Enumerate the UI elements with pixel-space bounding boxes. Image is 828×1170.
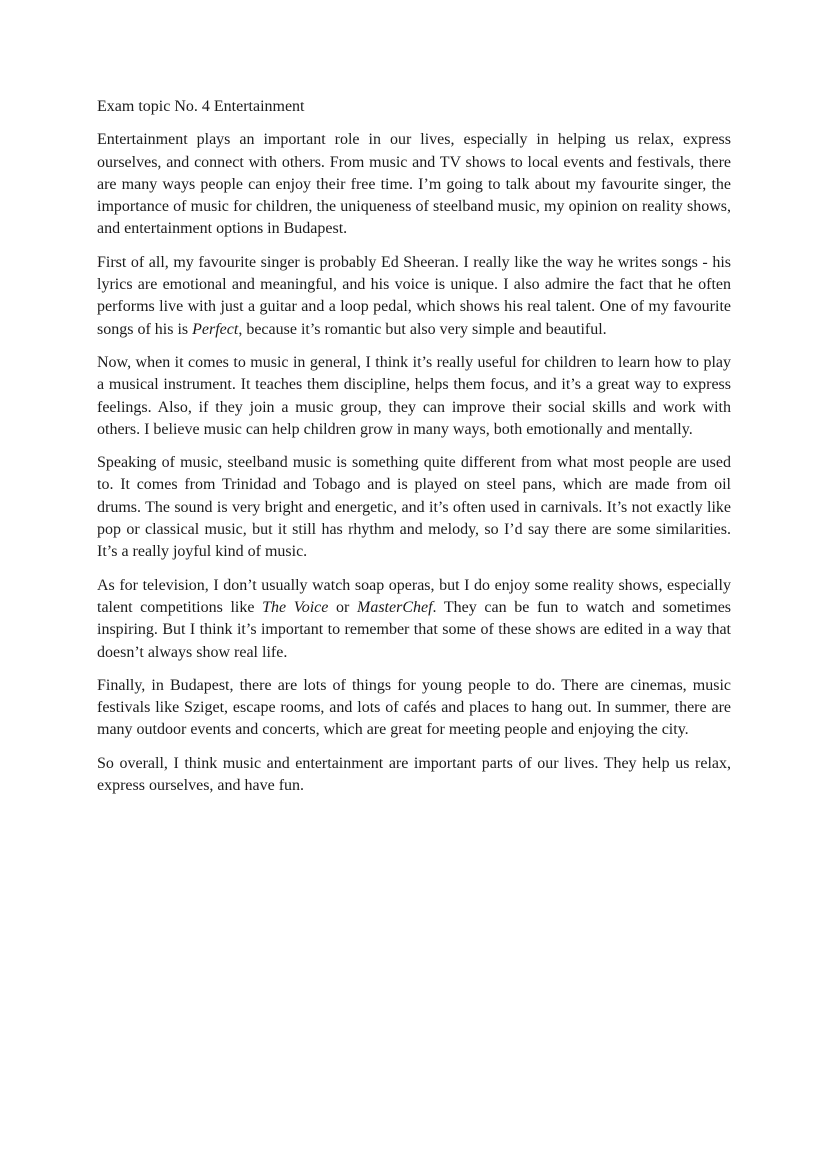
text-run: First of all, my favourite singer is probably Ed Sheeran. I really like the way he writes songs - his lyrics are emotional and meaningful, and his voice is unique. I also admire the fact that he often performs live with just a guitar and a loop pedal, which shows his real talent. One of my favourite songs of his is [97,253,731,338]
text-run: . They can be fun to watch and sometimes inspiring. But I think it’s important to remember that some of these shows are edited in a way that doesn’t always show real life. [97,598,732,661]
text-run: , because it’s romantic but also very simple and beautiful. [238,320,607,338]
text-run: or [328,598,357,616]
text-run: So overall, I think music and entertainment are important parts of our lives. They help us relax, express ourselves, and have fun. [97,754,731,795]
paragraph [97,129,731,240]
paragraph [97,452,731,563]
paragraph [97,352,731,441]
italic-text-run: Perfect [192,320,239,338]
italic-text-run: The Voice [262,598,329,616]
text-run: As for television, I don’t usually watch soap operas, but I do enjoy some reality shows, especially talent competitions like [97,576,731,616]
paragraph [97,575,731,664]
paragraph [97,753,731,798]
text-run: Finally, in Budapest, there are lots of things for young people to do. There are cinemas, music festivals like Sziget, escape rooms, and lots of cafés and places to hang out. In summer, there are many outdoor events and concerts, which are great for meeting people and enjoying the city. [97,676,731,739]
italic-text-run: MasterChef [357,598,433,616]
document-title: Exam topic No. 4 Entertainment [97,98,305,115]
paragraph [97,252,731,341]
document-content [97,96,731,797]
text-run: Now, when it comes to music in general, I think it’s really useful for children to learn how to play a musical instrument. It teaches them discipline, helps them focus, and it’s a great way to express feelings. Also, if they join a music group, they can improve their social skills and work with others. I believe music can help children grow in many ways, both emotionally and mentally. [97,353,731,438]
paragraph-list [97,129,731,797]
paragraph [97,675,731,742]
text-run: Entertainment plays an important role in our lives, especially in helping us relax, express ourselves, and connect with others. From music and TV shows to local events and festivals, there are many ways people can enjoy their free time. I’m going to talk about my favourite singer, the importance of music for children, the uniqueness of steelband music, my opinion on reality shows, and entertainment options in Budapest. [97,131,731,238]
text-run: Speaking of music, steelband music is something quite different from what most people are used to. It comes from Trinidad and Tobago and is played on steel pans, which are made from oil drums. The sound is very bright and energetic, and it’s often used in carnivals. It’s not exactly like pop or classical music, but it still has rhythm and melody, so I’d say there are some similarities. It’s a really joyful kind of music. [97,454,731,561]
